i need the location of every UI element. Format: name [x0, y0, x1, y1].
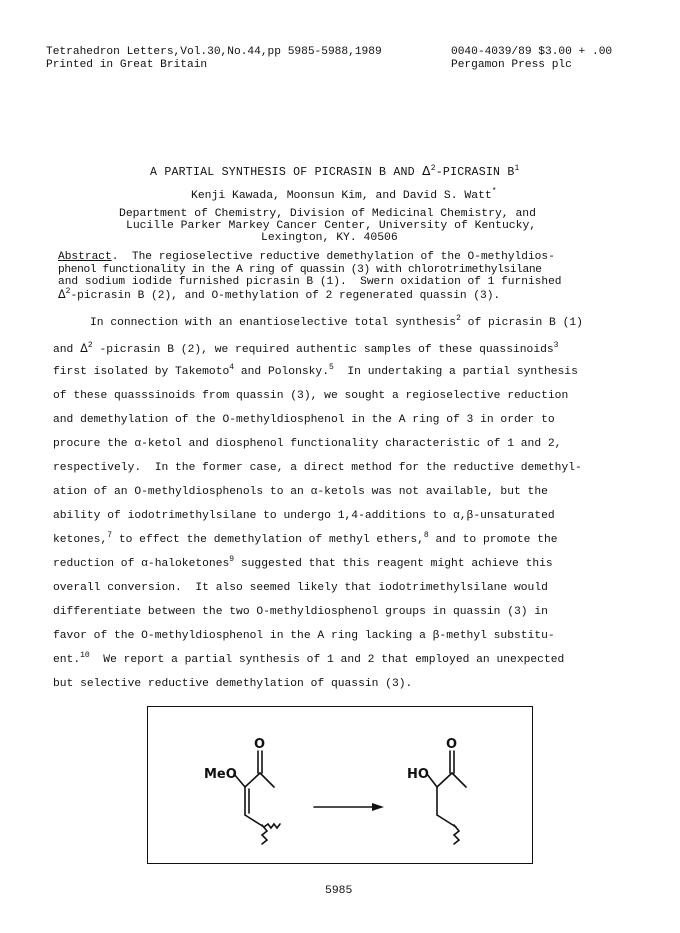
right-bond-c1-c2	[437, 773, 452, 787]
left-wavy-bond-2	[262, 825, 267, 844]
body-line-13: differentiate between the two O-methyldiosphenol groups in quassin (3) in	[53, 606, 548, 618]
body-line-2: and $\Delta^2$ -picrasin B (2), we required authentic samples of these quassinoids$^3$	[53, 341, 559, 356]
left-carbonyl-oxygen: O	[254, 737, 266, 752]
body-line-10: ketones,$^7$ to effect the demethylation of methyl ethers,$^8$ and to promote the	[53, 531, 558, 546]
right-bond-c1-right	[452, 773, 466, 787]
title-footnote-mark: 1	[514, 164, 520, 173]
affiliation-line-1: Department of Chemistry, Division of Medicinal Chemistry, and	[119, 208, 536, 220]
corresponding-author-mark: *	[491, 187, 497, 196]
journal-citation: Tetrahedron Letters,Vol.30,No.44,pp 5985-5988,1989	[46, 46, 382, 58]
abstract-line-3: and sodium iodide furnished picrasin B (1). Swern oxidation of 1 furnished	[58, 276, 562, 288]
body-line-11: reduction of α-haloketones$^9$ suggested that this reagent might achieve this	[53, 555, 553, 570]
page-number: 5985	[325, 885, 353, 897]
publisher: Pergamon Press plc	[451, 59, 572, 71]
left-bond-c1-c2	[245, 773, 260, 787]
reaction-scheme	[148, 707, 534, 865]
body-line-1: In connection with an enantioselective total synthesis$^2$ of picrasin B (1)	[90, 314, 583, 329]
body-line-9: ability of iodotrimethylsilane to undergo 1,4-additions to α,β-unsaturated	[53, 510, 555, 522]
body-line-7: respectively. In the former case, a direct method for the reductive demethyl-	[53, 462, 582, 474]
abstract-label: Abstract	[58, 251, 112, 263]
body-line-16: but selective reductive demethylation of quassin (3).	[53, 678, 413, 690]
right-hydroxy-label: HO	[407, 767, 429, 782]
paper-title: A PARTIAL SYNTHESIS OF PICRASIN B AND $\Delta^2$-PICRASIN $B^1$	[150, 163, 520, 179]
left-bond-c3-c4	[245, 815, 264, 827]
body-line-12: overall conversion. It also seemed likely that iodotrimethylsilane would	[53, 582, 548, 594]
abstract-line-2: phenol functionality in the A ring of quassin (3) with chlorotrimethylsilane	[58, 264, 542, 276]
left-wavy-bond	[264, 824, 280, 828]
body-line-5: and demethylation of the O-methyldiosphenol in the A ring of 3 in order to	[53, 414, 555, 426]
authors: Kenji Kawada, Moonsun Kim, and David S. Watt*	[191, 187, 497, 202]
right-bond-c3-c4	[437, 815, 456, 827]
left-methoxy-label: MeO	[204, 767, 237, 782]
body-line-8: ation of an O-methyldiosphenols to an α-ketols was not available, but the	[53, 486, 548, 498]
body-line-4: of these quasssinoids from quassin (3), we sought a regioselective reduction	[53, 390, 569, 402]
affiliation-line-3: Lexington, KY. 40506	[261, 232, 398, 244]
right-carbonyl-oxygen: O	[446, 737, 458, 752]
body-line-15: ent.$^{10}$ We report a partial synthesis of 1 and 2 that employed an unexpected	[53, 651, 565, 666]
left-bond-c1-right	[260, 773, 274, 787]
affiliation-line-2: Lucille Parker Markey Cancer Center, University of Kentucky,	[126, 220, 537, 232]
body-line-14: favor of the O-methyldiosphenol in the A ring lacking a β-methyl substitu-	[53, 630, 555, 642]
body-line-3: first isolated by Takemoto$^4$ and Polonsky.$^5$ In undertaking a partial synthesis	[53, 363, 578, 378]
reaction-scheme-box	[147, 706, 533, 864]
abstract-line-4: $\Delta^2$-picrasin B (2), and O-methylation of 2 regenerated quassin (3).	[58, 287, 501, 302]
printed-location: Printed in Great Britain	[46, 59, 208, 71]
right-wavy-bond	[454, 825, 459, 844]
reaction-arrow-head	[372, 803, 384, 811]
body-line-6: procure the α-ketol and diosphenol functionality characteristic of 1 and 2,	[53, 438, 562, 450]
abstract-line-1: Abstract. The regioselective reductive demethylation of the O-methyldios-	[58, 251, 555, 263]
issn-price: 0040-4039/89 $3.00 + .00	[451, 46, 613, 58]
